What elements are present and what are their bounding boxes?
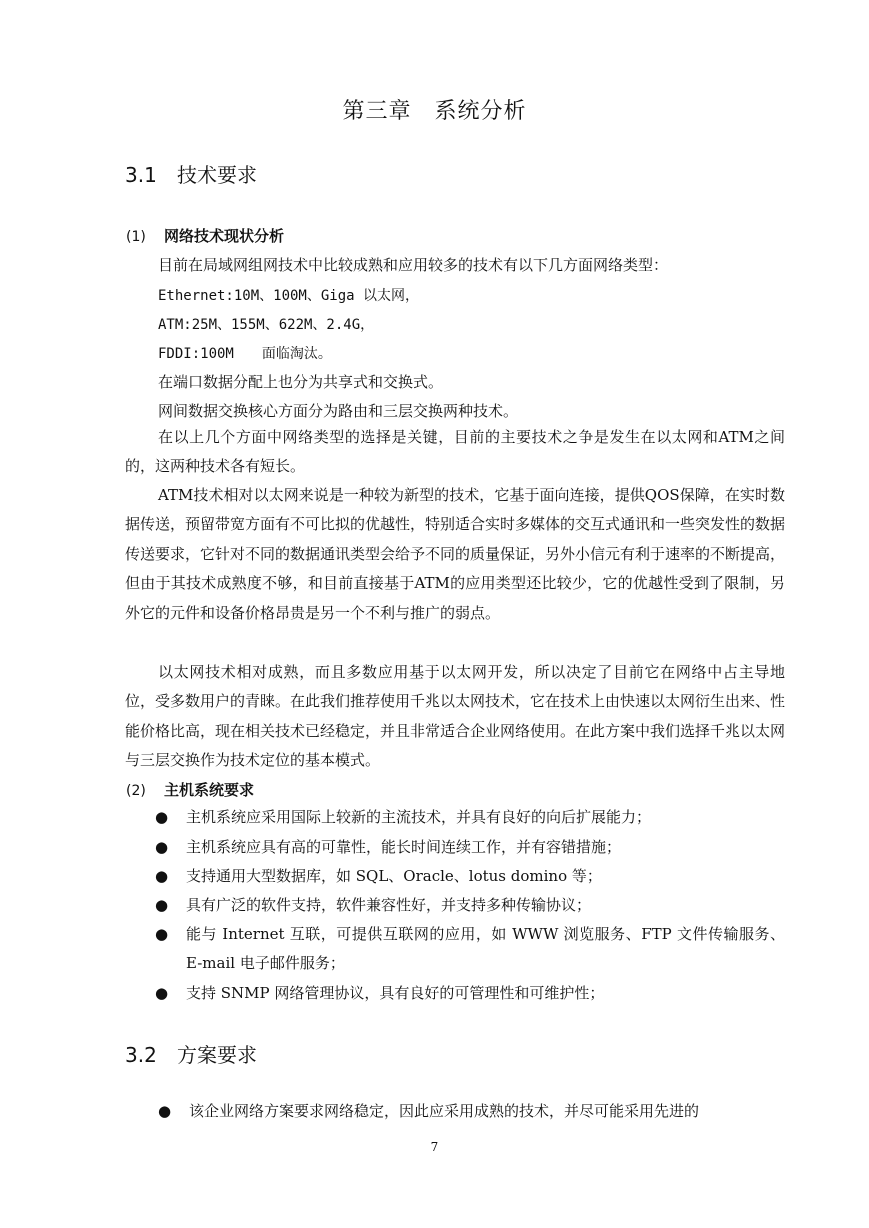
- bullet-text: 具有广泛的软件支持，软件兼容性好，并支持多种传输协议；: [186, 896, 592, 914]
- section-title: 方案要求: [177, 1043, 257, 1067]
- section-number: 3.1: [125, 163, 157, 187]
- text-line: 网间数据交换核心方面分为路由和三层交换两种技术。: [158, 402, 519, 420]
- body-paragraph: ATM技术相对以太网来说是一种较为新型的技术，它基于面向连接，提供QOS保障，在实时数据传送，预留带宽方面有不可比拟的优越性，特别适合实时多媒体的交互式通讯和一些突发性的数据传送要求，它针对不同的数据通讯类型会给予不同的质量保证，另外小信元有利于速率的不断提高，但由于其技术成熟度不够，和目前直接基于ATM的应用类型还比较少，它的优越性受到了限制，另外它的元件和设备价格昂贵是另一个不利与推广的弱点。: [125, 486, 786, 622]
- text-line: 目前在局域网组网技术中比较成熟和应用较多的技术有以下几方面网络类型：: [158, 256, 669, 274]
- section-title: 技术要求: [177, 163, 257, 187]
- bullet-item: [155, 920, 785, 979]
- bullet-text: 能与 Internet 互联，可提供互联网的应用，如 WWW 浏览服务、FTP 文件传输服务、E-mail 电子邮件服务；: [186, 925, 785, 973]
- bullet-text: 该企业网络方案要求网络稳定，因此应采用成熟的技术，并尽可能采用先进的: [189, 1102, 700, 1120]
- body-paragraph: 以太网技术相对成熟，而且多数应用基于以太网开发，所以决定了目前它在网络中占主导地位，受多数用户的青睐。在此我们推荐使用千兆以太网技术，它在技术上由快速以太网衍生出来、性能价格比高，现在相关技术已经稳定，并且非常适合企业网络使用。在此方案中我们选择千兆以太网与三层交换作为技术定位的基本模式。: [125, 663, 786, 770]
- text-line: 在端口数据分配上也分为共享式和交换式。: [158, 373, 444, 391]
- text-line: Ethernet:10M、100M、Giga 以太网，: [158, 288, 420, 304]
- subsection-heading-2: [126, 779, 254, 800]
- bullet-icon: ●: [155, 838, 169, 856]
- subsection-heading-1: [126, 225, 284, 246]
- bullet-icon: ●: [155, 896, 169, 914]
- bullet-icon: ●: [158, 1102, 172, 1120]
- subsection-title: 网络技术现状分析: [164, 227, 285, 245]
- text-line: ATM:25M、155M、622M、2.4G，: [158, 317, 375, 333]
- bullet-text: 主机系统应具有高的可靠性，能长时间连续工作，并有容错措施；: [186, 838, 622, 856]
- bullet-item: [155, 862, 785, 891]
- bullet-item: [155, 979, 785, 1008]
- section-heading-3-1: [125, 159, 257, 188]
- bullet-icon: ●: [155, 984, 169, 1002]
- bullet-item: [155, 803, 785, 832]
- bullet-text: 支持 SNMP 网络管理协议，具有良好的可管理性和可维护性；: [186, 984, 605, 1002]
- subsection-number: (1): [126, 229, 146, 245]
- subsection-number: (2): [126, 783, 146, 799]
- bullet-icon: ●: [155, 808, 169, 826]
- chapter-title: 第三章 系统分析: [342, 99, 527, 124]
- subsection-title: 主机系统要求: [164, 781, 255, 799]
- text-line: FDDI:100M 面临淘汰。: [158, 346, 332, 362]
- page-number: 7: [430, 1140, 439, 1154]
- bullet-text: 主机系统应采用国际上较新的主流技术，并具有良好的向后扩展能力；: [186, 808, 652, 826]
- section-number: 3.2: [125, 1043, 157, 1067]
- bullet-item: [158, 1097, 788, 1126]
- body-paragraph: 在以上几个方面中网络类型的选择是关键，目前的主要技术之争是发生在以太网和ATM之间的，这两种技术各有短长。: [125, 428, 785, 476]
- bullet-item: [155, 891, 785, 920]
- section-heading-3-2: [125, 1039, 257, 1068]
- bullet-icon: ●: [155, 925, 169, 943]
- bullet-icon: ●: [155, 867, 169, 885]
- bullet-item: [155, 833, 785, 862]
- bullet-text: 支持通用大型数据库，如 SQL、Oracle、lotus domino 等；: [186, 867, 602, 885]
